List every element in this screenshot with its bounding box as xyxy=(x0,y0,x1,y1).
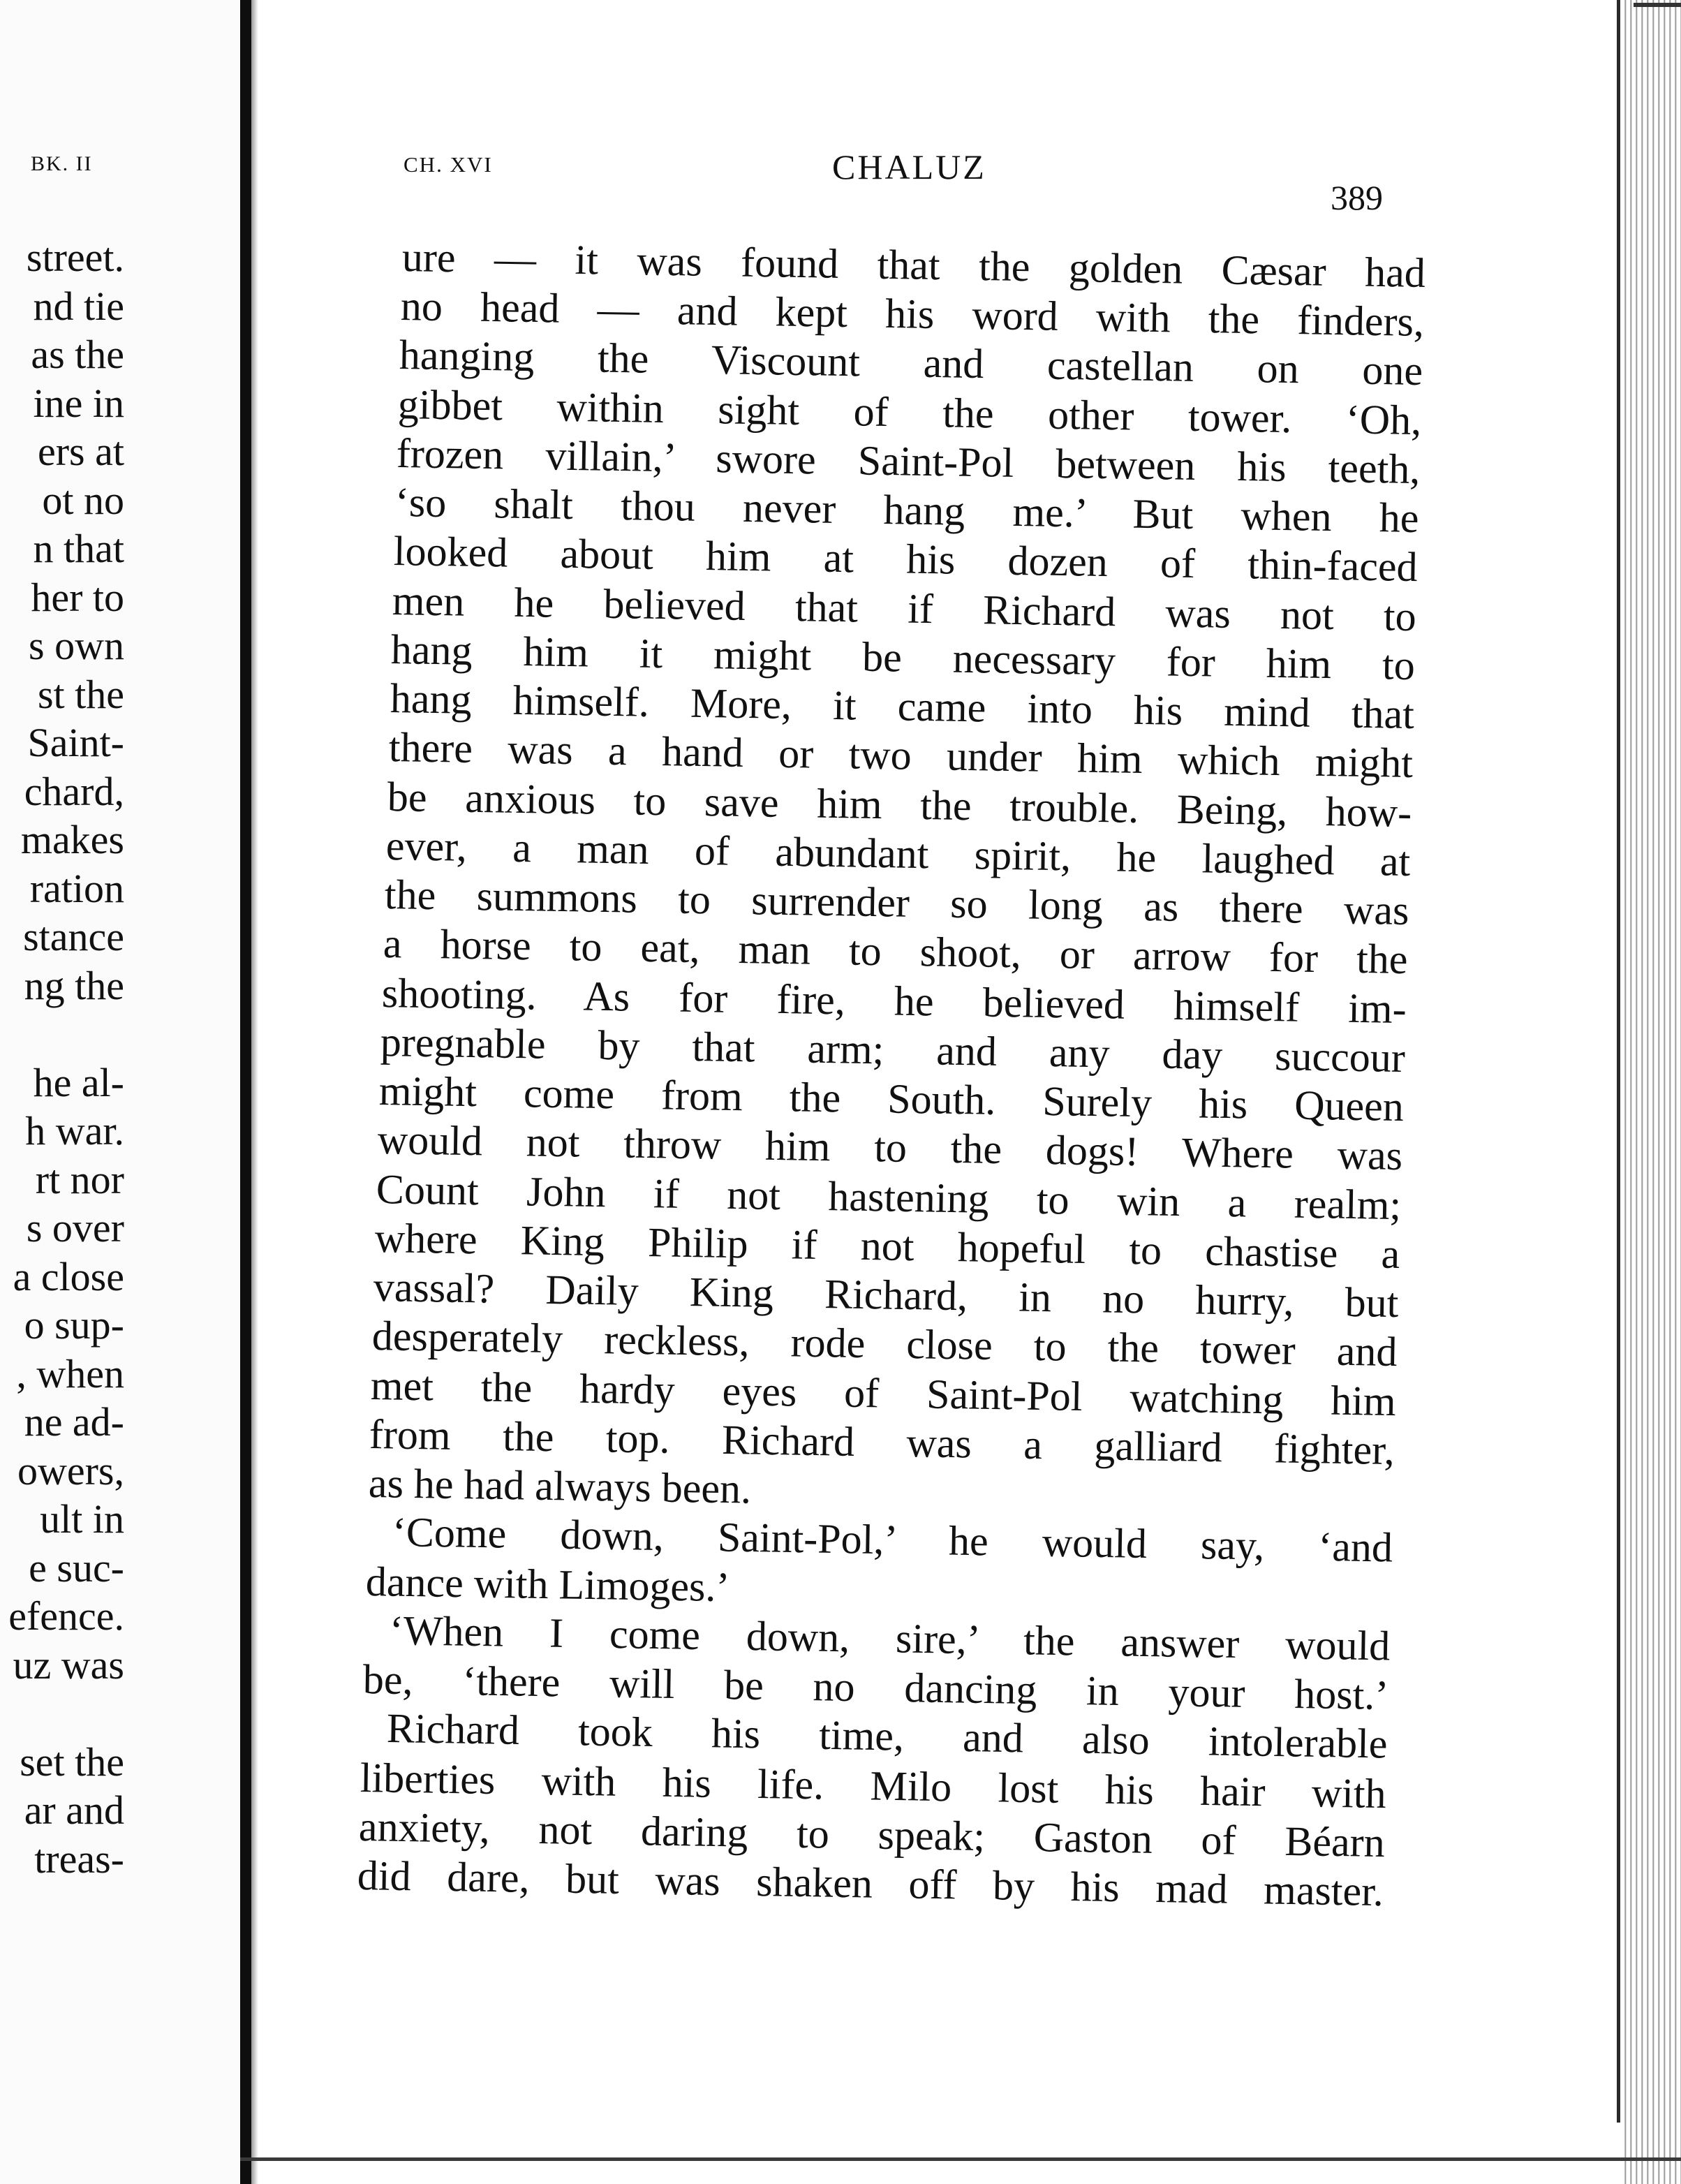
text-line: vassal? Daily King Richard, in no hurry, but xyxy=(373,1264,1400,1327)
left-page-line: e suc- xyxy=(29,1544,124,1591)
top-edge-rule xyxy=(1634,3,1681,7)
text-line: pregnable by that arm; and any day succour xyxy=(380,1018,1406,1081)
text-line: from the top. Richard was a galliard fighter, xyxy=(369,1410,1395,1473)
text-line: dance with Limoges.’ xyxy=(365,1558,730,1610)
text-line: might come from the South. Surely his Queen xyxy=(378,1068,1405,1130)
left-page-line: he al- xyxy=(33,1059,124,1105)
text-line: would not throw him to the dogs! Where was xyxy=(377,1116,1403,1179)
text-line: as he had always been. xyxy=(367,1460,752,1512)
left-page-line: rt nor xyxy=(35,1156,124,1202)
page-edges xyxy=(1621,0,1681,2184)
chapter-label: CH. XVI xyxy=(403,152,493,177)
left-page-line: a close xyxy=(13,1253,124,1299)
text-line: be, ‘there will be no dancing in your host.’ xyxy=(362,1656,1389,1719)
text-line: no head — and kept his word with the finders, xyxy=(400,283,1425,346)
left-page-line: ine in xyxy=(33,380,124,426)
left-page-line: st the xyxy=(37,671,124,717)
text-line: the summons to surrender so long as there was xyxy=(384,871,1409,934)
page-edge-rule xyxy=(1617,0,1620,2123)
text-line: anxiety, not daring to speak; Gaston of Béarn xyxy=(358,1803,1386,1866)
text-line: looked about him at his dozen of thin-faced xyxy=(393,528,1419,591)
left-page-line: h war. xyxy=(25,1108,124,1153)
left-page-line: ration xyxy=(29,865,124,911)
text-line: Count John if not hastening to win a realm; xyxy=(376,1165,1402,1228)
text-line: there was a hand or two under him which might xyxy=(388,724,1414,787)
left-page-line: uz was xyxy=(13,1641,124,1688)
left-page-line: set the xyxy=(20,1739,124,1785)
text-line: shooting. As for fire, he believed himself im- xyxy=(381,969,1407,1032)
text-line: met the hardy eyes of Saint-Pol watching him xyxy=(370,1362,1397,1424)
text-line: where King Philip if not hopeful to chastise a xyxy=(374,1214,1400,1277)
left-page-line: street. xyxy=(26,235,124,280)
text-line: gibbet within sight of the other tower. ‘Oh, xyxy=(397,381,1422,443)
left-page-header: BK. II xyxy=(31,152,93,175)
left-page-line: owers, xyxy=(17,1447,124,1493)
text-line: frozen villain,’ swore Saint-Pol between his teeth, xyxy=(396,429,1421,492)
text-line: did dare, but was shaken off by his mad master. xyxy=(357,1852,1384,1915)
left-page-line: ng the xyxy=(24,962,124,1008)
text-line: a horse to eat, man to shoot, or arrow for the xyxy=(383,920,1408,983)
left-page-line: , when xyxy=(16,1350,124,1396)
left-page-line: s over xyxy=(26,1205,124,1250)
left-page-line: as the xyxy=(31,332,124,377)
text-line: ‘Come down, Saint-Pol,’ he would say, ‘and xyxy=(392,1509,1393,1571)
left-page-line: makes xyxy=(20,817,124,862)
left-page-line: ers at xyxy=(38,429,124,474)
text-line: desperately reckless, rode close to the tower and xyxy=(371,1313,1398,1375)
text-line: men he believed that if Richard was not to xyxy=(392,577,1417,640)
left-page-line: ult in xyxy=(40,1496,124,1542)
bottom-edge-rule xyxy=(240,2157,1681,2161)
left-page-line: her to xyxy=(31,574,124,620)
left-page-line: chard, xyxy=(24,768,124,814)
text-line: Richard took his time, and also intolerable xyxy=(386,1705,1388,1767)
text-line: ‘When I come down, sire,’ the answer would xyxy=(389,1607,1391,1669)
left-page-line: stance xyxy=(23,914,124,959)
left-page-line: n that xyxy=(33,526,124,571)
text-line: liberties with his life. Milo lost his hair with xyxy=(360,1754,1386,1817)
text-line: be anxious to save him the trouble. Being, how- xyxy=(387,773,1412,836)
left-page-line: nd tie xyxy=(33,283,124,329)
left-page-line: efence. xyxy=(8,1593,124,1639)
left-page-line: s own xyxy=(29,623,124,668)
left-page-line: ar and xyxy=(24,1787,124,1833)
left-page-line: o sup- xyxy=(24,1302,124,1348)
left-page-line: treas- xyxy=(34,1836,124,1882)
left-page-line: ne ad- xyxy=(24,1399,124,1445)
text-line: hanging the Viscount and castellan on one xyxy=(399,332,1423,394)
running-title: CHALUZ xyxy=(832,147,986,186)
page-number: 389 xyxy=(1331,178,1383,217)
text-line: ure — it was found that the golden Cæsar had xyxy=(401,234,1426,297)
left-page-line: Saint- xyxy=(27,720,124,765)
text-line: ever, a man of abundant spirit, he laughed at xyxy=(385,822,1411,885)
left-page-line: ot no xyxy=(42,477,124,523)
text-line: hang him it might be necessary for him to xyxy=(390,626,1416,688)
text-line: ‘so shalt thou never hang me.’ But when he xyxy=(394,479,1420,542)
text-line: hang himself. More, it came into his mind that xyxy=(390,675,1414,738)
